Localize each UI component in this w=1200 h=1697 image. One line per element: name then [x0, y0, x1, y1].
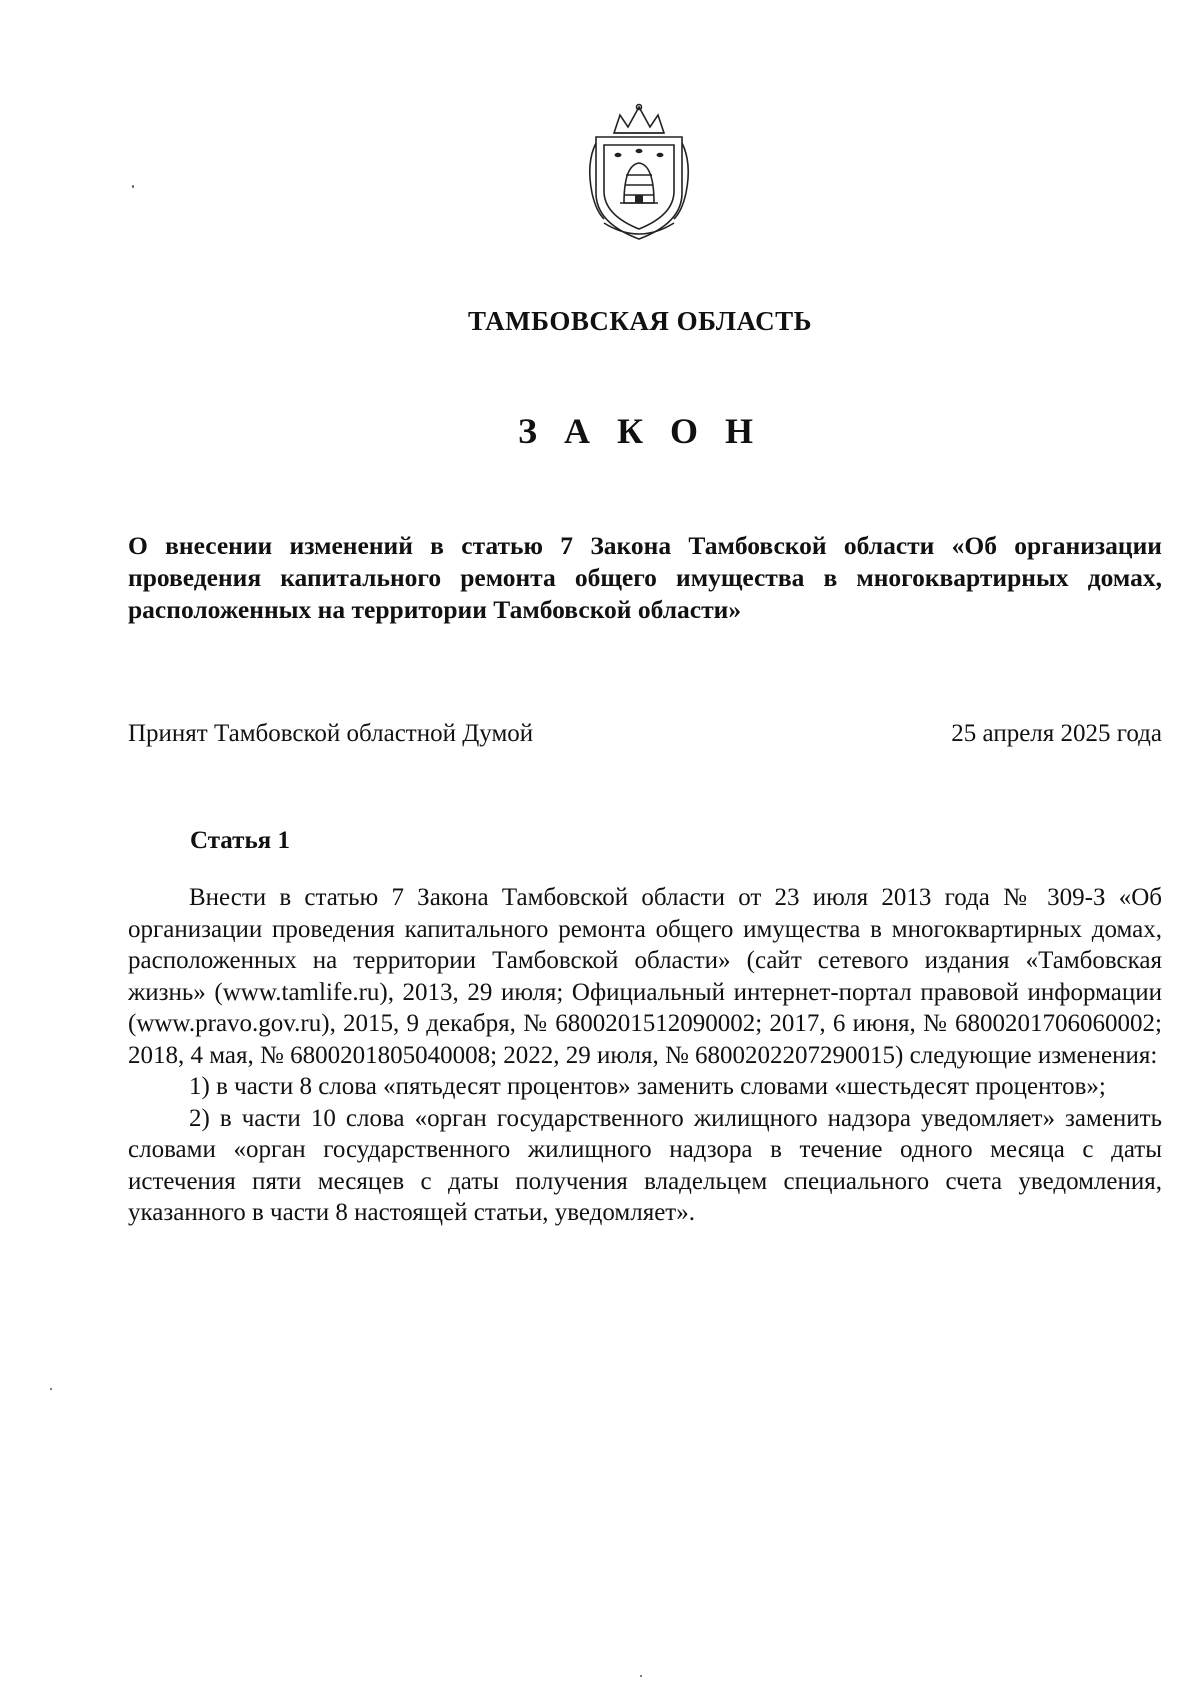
article-heading: Статья 1	[190, 827, 290, 854]
law-title: О внесении изменений в статью 7 Закона Тамбовской области «Об организации проведения капитального ремонта общего имущества в многоквартирных домах, расположенных на территории Тамбовской области»	[128, 531, 1162, 624]
article-paragraph: 1) в части 8 слова «пятьдесят процентов» заменить словами «шестьдесят процентов»;	[189, 1073, 1106, 1100]
adopted-by: Принят Тамбовской областной Думой	[128, 720, 534, 747]
article-paragraph: 2) в части 10 слова «орган государственного жилищного надзора уведомляет» заменить словами «орган государственного жилищного надзора в течение одного месяца с даты истечения пяти месяцев с даты получения владельцем специального счета уведомления, указанного в части 8 настоящей статьи, уведомляет».	[128, 1104, 1162, 1226]
article-body	[128, 882, 1162, 1229]
tambov-coat-of-arms-icon	[584, 103, 694, 243]
document-type-title: З А К О Н	[517, 411, 763, 451]
region-title: ТАМБОВСКАЯ ОБЛАСТЬ	[468, 306, 812, 336]
scan-speck	[50, 1388, 52, 1390]
adoption-date: 25 апреля 2025 года	[951, 720, 1162, 747]
scan-speck	[132, 185, 134, 188]
scan-speck	[640, 1675, 642, 1677]
adoption-line	[128, 720, 1162, 748]
article-paragraph: Внести в статью 7 Закона Тамбовской области от 23 июля 2013 года № 309-З «Об организации проведения капитального ремонта общего имущества в многоквартирных домах, расположенных на территории Тамбовской области» (сайт сетевого издания «Тамбовская жизнь» (www.tamlife.ru), 2013, 29 июля; Официальный интернет-портал правовой информации (www.pravo.gov.ru), 2015, 9 декабря, № 6800201512090002; 2017, 6 июня, № 6800201706060002; 2018, 4 мая, № 6800201805040008; 2022, 29 июля, № 6800202207290015) следующие изменения:	[128, 884, 1162, 1069]
